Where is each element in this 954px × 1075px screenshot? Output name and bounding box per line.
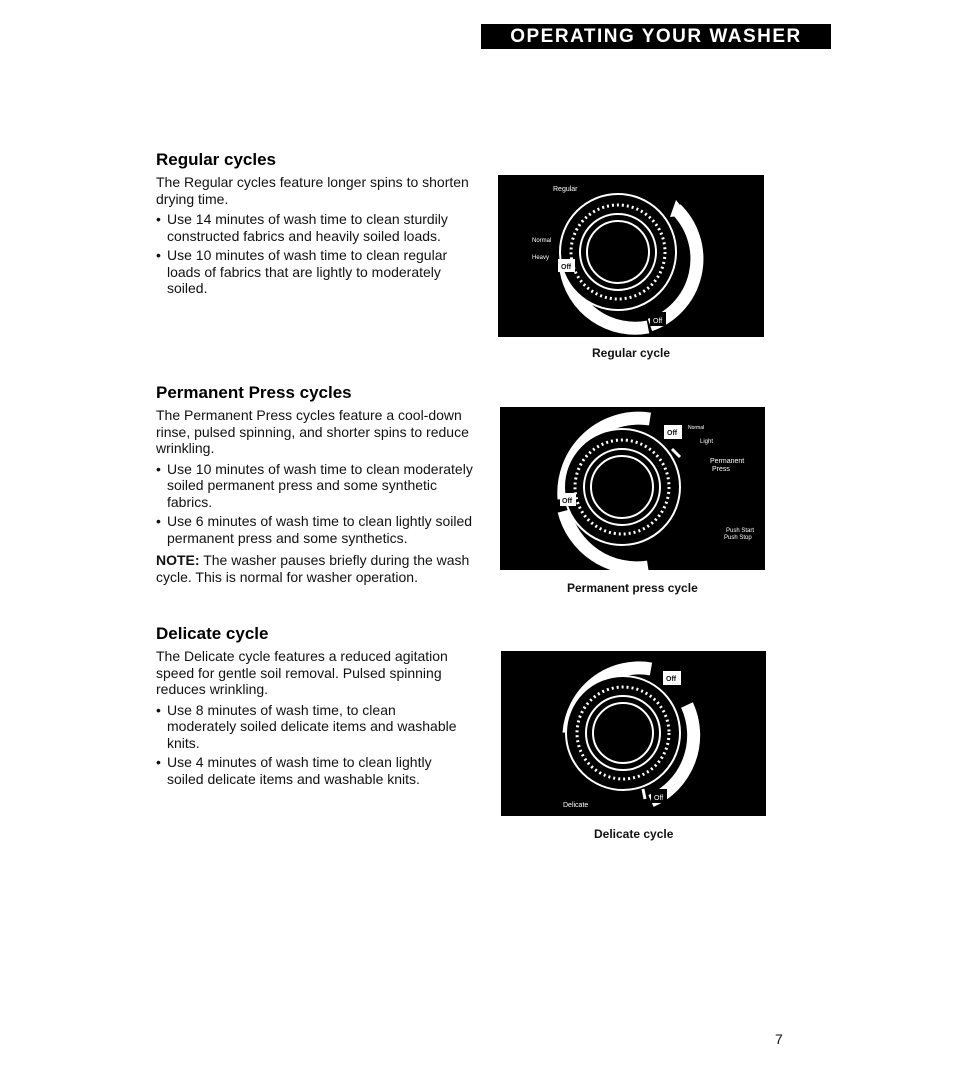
delicate-cycle-caption: Delicate cycle bbox=[594, 827, 674, 841]
dial-knob bbox=[564, 429, 680, 545]
bullet-icon: • bbox=[156, 247, 161, 263]
pointer-icon bbox=[672, 449, 680, 457]
dial-label-off: Off bbox=[666, 676, 677, 683]
dial-label-heavy: Heavy bbox=[532, 255, 550, 261]
regular-cycles-intro: The Regular cycles feature longer spins to shorten drying time. bbox=[156, 174, 469, 207]
pointer-icon bbox=[670, 200, 688, 217]
dial-label-normal: Normal bbox=[688, 425, 705, 431]
permanent-press-heading: Permanent Press cycles bbox=[156, 383, 352, 402]
delicate-cycle-heading: Delicate cycle bbox=[156, 624, 269, 643]
dial-label-press: Press bbox=[712, 466, 730, 473]
permanent-press-section bbox=[156, 383, 476, 589]
delicate-cycle-section bbox=[156, 624, 461, 790]
bullet-icon: • bbox=[156, 460, 161, 477]
dial-knob bbox=[560, 194, 676, 310]
dial-label-normal: Normal bbox=[532, 238, 552, 244]
regular-cycle-dial-figure bbox=[498, 175, 764, 337]
permanent-press-caption: Permanent press cycle bbox=[567, 581, 698, 595]
list-item: • Use 4 minutes of wash time to clean lightly soiled delicate items and washable knits. bbox=[156, 754, 432, 787]
pointer-icon bbox=[643, 789, 645, 799]
page-header-banner: OPERATING YOUR WASHER bbox=[481, 24, 831, 49]
regular-cycles-heading: Regular cycles bbox=[156, 150, 277, 169]
list-item: • Use 8 minutes of wash time, to clean moderately soiled delicate items and washable knits. bbox=[156, 701, 457, 751]
dial-label-push-start: Push Start bbox=[726, 528, 755, 534]
page-number: 7 bbox=[775, 1031, 783, 1047]
regular-cycles-section bbox=[156, 150, 471, 300]
list-item: • Use 10 minutes of wash time to clean regular loads of fabrics that are lightly to moderately soiled. bbox=[156, 247, 448, 296]
list-item: • Use 6 minutes of wash time to clean lightly soiled permanent press and some synthetics. bbox=[156, 513, 473, 546]
list-item: • Use 14 minutes of wash time to clean sturdily constructed fabrics and heavily soiled loads. bbox=[156, 211, 448, 244]
delicate-cycle-list bbox=[156, 702, 461, 788]
dial-knob bbox=[566, 676, 680, 790]
permanent-press-note: NOTE: The washer pauses briefly during the wash cycle. This is normal for washer operation. bbox=[156, 552, 470, 585]
regular-cycle-caption: Regular cycle bbox=[592, 346, 671, 360]
dial-label-off: Off bbox=[654, 795, 664, 802]
regular-cycles-list bbox=[156, 211, 471, 297]
dial-label-permanent: Permanent bbox=[710, 458, 745, 465]
bullet-icon: • bbox=[156, 211, 161, 227]
bullet-icon: • bbox=[156, 754, 161, 770]
dial-label-off: Off bbox=[561, 264, 572, 271]
delicate-cycle-dial-figure bbox=[501, 651, 766, 816]
dial-label-light: Light bbox=[700, 439, 714, 445]
list-item: • Use 10 minutes of wash time to clean moderately soiled permanent press and some synthetic fabrics. bbox=[156, 460, 473, 510]
delicate-cycle-intro: The Delicate cycle features a reduced agitation speed for gentle soil removal. Pulsed spinning reduces wrinkling. bbox=[156, 648, 448, 697]
dial-label-regular: Regular bbox=[553, 186, 578, 193]
dial-label-push-stop: Push Stop bbox=[724, 535, 752, 541]
permanent-press-dial-figure bbox=[500, 407, 765, 570]
dial-label-off: Off bbox=[653, 318, 663, 325]
dial-label-delicate: Delicate bbox=[563, 802, 589, 809]
dial-label-off: Off bbox=[667, 430, 678, 437]
permanent-press-intro: The Permanent Press cycles feature a cool-down rinse, pulsed spinning, and shorter spins to reduce wrinkling. bbox=[156, 407, 469, 456]
bullet-icon: • bbox=[156, 513, 161, 529]
dial-label-off: Off bbox=[562, 498, 573, 505]
permanent-press-list bbox=[156, 461, 476, 547]
bullet-icon: • bbox=[156, 701, 161, 718]
